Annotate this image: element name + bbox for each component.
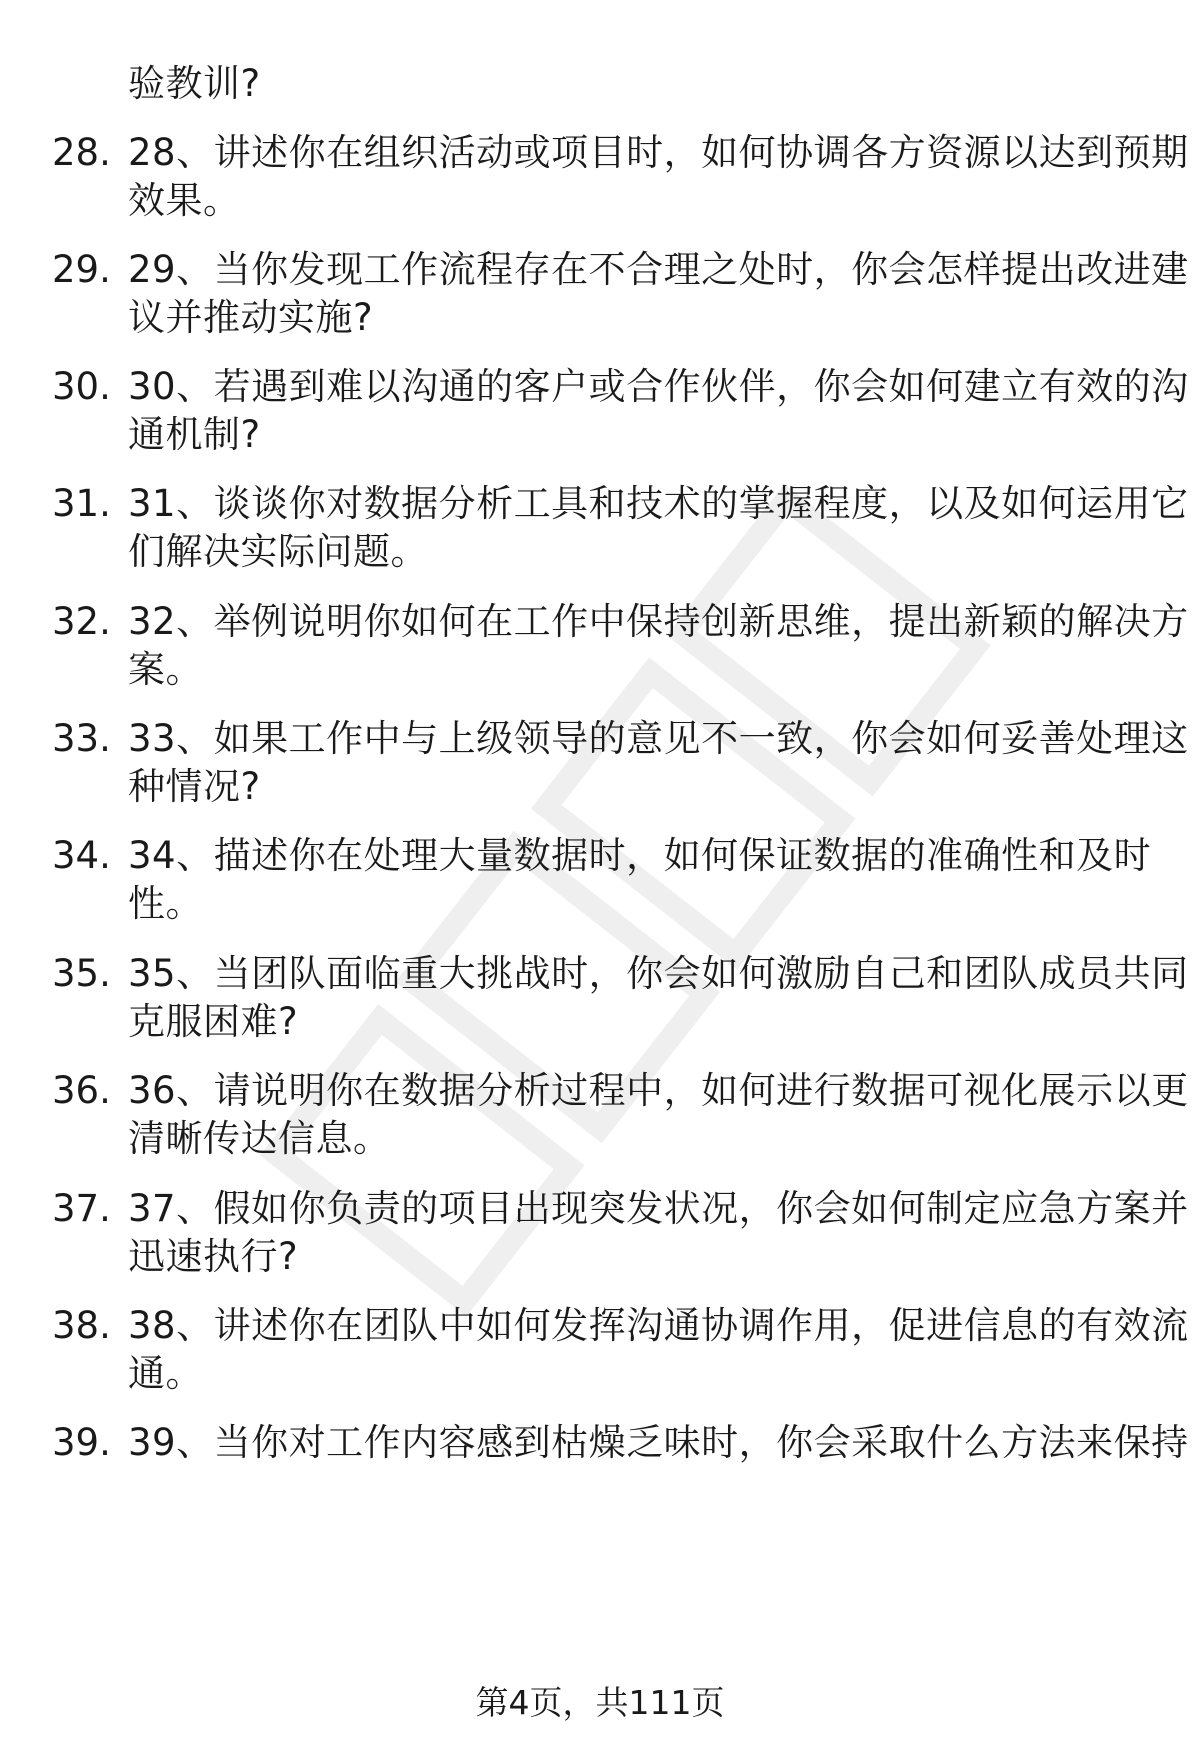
item-number: 31. xyxy=(52,482,111,525)
item-text-line1: 34、描述你在处理大量数据时，如何保证数据的准确性和及时 xyxy=(128,834,1152,877)
item-number: 29. xyxy=(52,248,111,291)
item-text-line1: 30、若遇到难以沟通的客户或合作伙伴，你会如何建立有效的沟 xyxy=(128,365,1189,408)
item-text-line1: 39、当你对工作内容感到枯燥乏味时，你会采取什么方法来保持 xyxy=(128,1421,1189,1464)
item-text-line2: 通机制? xyxy=(128,413,261,456)
item-text-line2: 克服困难? xyxy=(128,1000,299,1043)
item-text-line1: 29、当你发现工作流程存在不合理之处时，你会怎样提出改进建 xyxy=(128,248,1189,291)
item-number: 33. xyxy=(52,717,111,760)
item-number: 28. xyxy=(52,131,111,174)
item-text-line1: 33、如果工作中与上级领导的意见不一致，你会如何妥善处理这 xyxy=(128,717,1189,760)
item-text-line1: 38、讲述你在团队中如何发挥沟通协调作用，促进信息的有效流 xyxy=(128,1304,1189,1347)
item-number: 38. xyxy=(52,1304,111,1347)
item-text-line2: 案。 xyxy=(128,648,203,691)
item-text-line2: 种情况? xyxy=(128,765,261,808)
item-number: 39. xyxy=(52,1421,111,1464)
item-text-line1: 35、当团队面临重大挑战时，你会如何激励自己和团队成员共同 xyxy=(128,952,1189,995)
page-footer: 第4页，共111页 xyxy=(475,1683,725,1722)
item-number: 34. xyxy=(52,834,111,877)
item-text-line2: 效果。 xyxy=(128,179,241,222)
item-text-line1: 32、举例说明你如何在工作中保持创新思维，提出新颖的解决方 xyxy=(128,600,1189,643)
item-number: 32. xyxy=(52,600,111,643)
item-number: 30. xyxy=(52,365,111,408)
item-text-line2: 迅速执行? xyxy=(128,1235,299,1278)
item-text-line2: 通。 xyxy=(128,1352,203,1395)
item-text-line2: 们解决实际问题。 xyxy=(128,530,428,573)
item-text-line2: 性。 xyxy=(128,882,203,925)
item-text-line1: 36、请说明你在数据分析过程中，如何进行数据可视化展示以更 xyxy=(128,1069,1189,1112)
continuation-text: 验教训? xyxy=(128,62,261,105)
item-text-line2: 议并推动实施? xyxy=(128,296,374,339)
item-number: 35. xyxy=(52,952,111,995)
item-text-line2: 清晰传达信息。 xyxy=(128,1117,391,1160)
item-number: 36. xyxy=(52,1069,111,1112)
item-text-line1: 31、谈谈你对数据分析工具和技术的掌握程度，以及如何运用它 xyxy=(128,482,1189,525)
item-text-line1: 28、讲述你在组织活动或项目时，如何协调各方资源以达到预期 xyxy=(128,131,1189,174)
item-number: 37. xyxy=(52,1187,111,1230)
item-text-line1: 37、假如你负责的项目出现突发状况，你会如何制定应急方案并 xyxy=(128,1187,1189,1230)
